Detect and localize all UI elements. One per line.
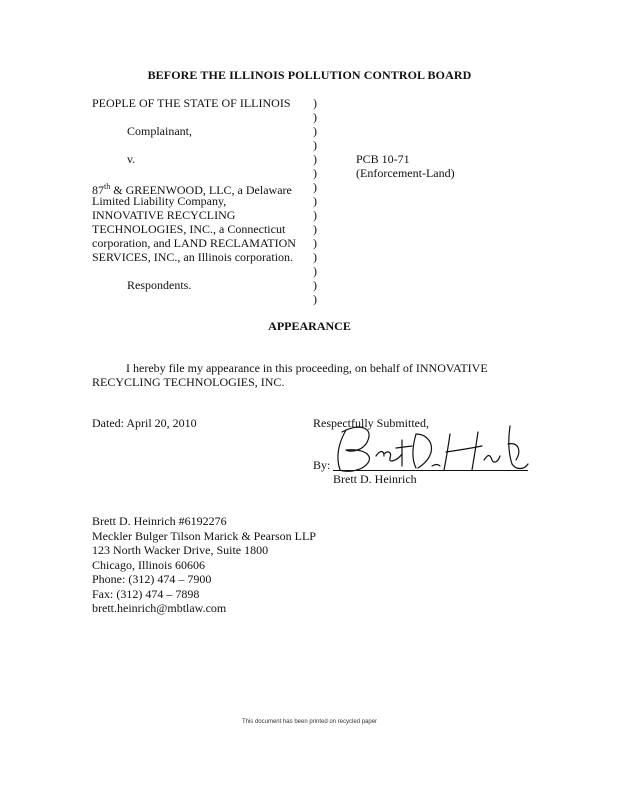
complainant-role: Complainant, bbox=[127, 124, 192, 138]
respondent-line-5: corporation, and LAND RECLAMATION bbox=[92, 236, 296, 250]
document-title: BEFORE THE ILLINOIS POLLUTION CONTROL BOARD bbox=[147, 68, 472, 82]
firm-name-line: Meckler Bulger Tilson Marick & Pearson LLP bbox=[92, 528, 316, 543]
appearance-heading: APPEARANCE bbox=[268, 319, 351, 333]
dated-line: Dated: April 20, 2010 bbox=[92, 416, 197, 430]
phone-line: Phone: (312) 474 – 7900 bbox=[92, 572, 212, 586]
respondent-line-6: SERVICES, INC., an Illinois corporation. bbox=[92, 250, 294, 264]
respondent-line-2: Limited Liability Company, bbox=[92, 194, 227, 208]
recycled-paper-footer: This document has been printed on recycled paper bbox=[241, 719, 378, 725]
signer-name: Brett D. Heinrich bbox=[333, 472, 417, 486]
fax-line: Fax: (312) 474 – 7898 bbox=[92, 586, 200, 601]
attorney-name-line: Brett D. Heinrich #6192276 bbox=[92, 514, 227, 528]
respondent-number: 87 bbox=[92, 183, 104, 197]
by-label: By: bbox=[313, 458, 331, 472]
city-state-line: Chicago, Illinois 60606 bbox=[92, 557, 205, 572]
respondent-line-1-text: & GREENWOOD, LLC, a Delaware bbox=[113, 183, 292, 197]
attorney-contact-block bbox=[92, 514, 316, 616]
appearance-body: I hereby file my appearance in this proceeding, on behalf of INNOVATIVE RECYCLING TECHNOLOGIES, INC. bbox=[92, 361, 488, 389]
respondent-line-3: INNOVATIVE RECYCLING bbox=[92, 208, 236, 222]
respondents-role: Respondents. bbox=[127, 278, 192, 292]
caption-parentheses: ) ) ) ) ) ) ) ) ) ) ) ) ) ) ) bbox=[313, 96, 317, 306]
case-type: (Enforcement-Land) bbox=[356, 166, 455, 180]
respondent-superscript: th bbox=[104, 182, 111, 191]
street-address-line: 123 North Wacker Drive, Suite 1800 bbox=[92, 543, 269, 557]
signature-line bbox=[333, 470, 528, 471]
email-line: brett.heinrich@mbtlaw.com bbox=[92, 601, 227, 615]
case-number: PCB 10-71 bbox=[356, 152, 410, 166]
closing-line: Respectfully Submitted, bbox=[313, 416, 429, 430]
versus-label: v. bbox=[127, 152, 136, 166]
respondent-line-4: TECHNOLOGIES, INC., a Connecticut bbox=[92, 222, 286, 236]
complainant-party: PEOPLE OF THE STATE OF ILLINOIS bbox=[92, 96, 291, 110]
